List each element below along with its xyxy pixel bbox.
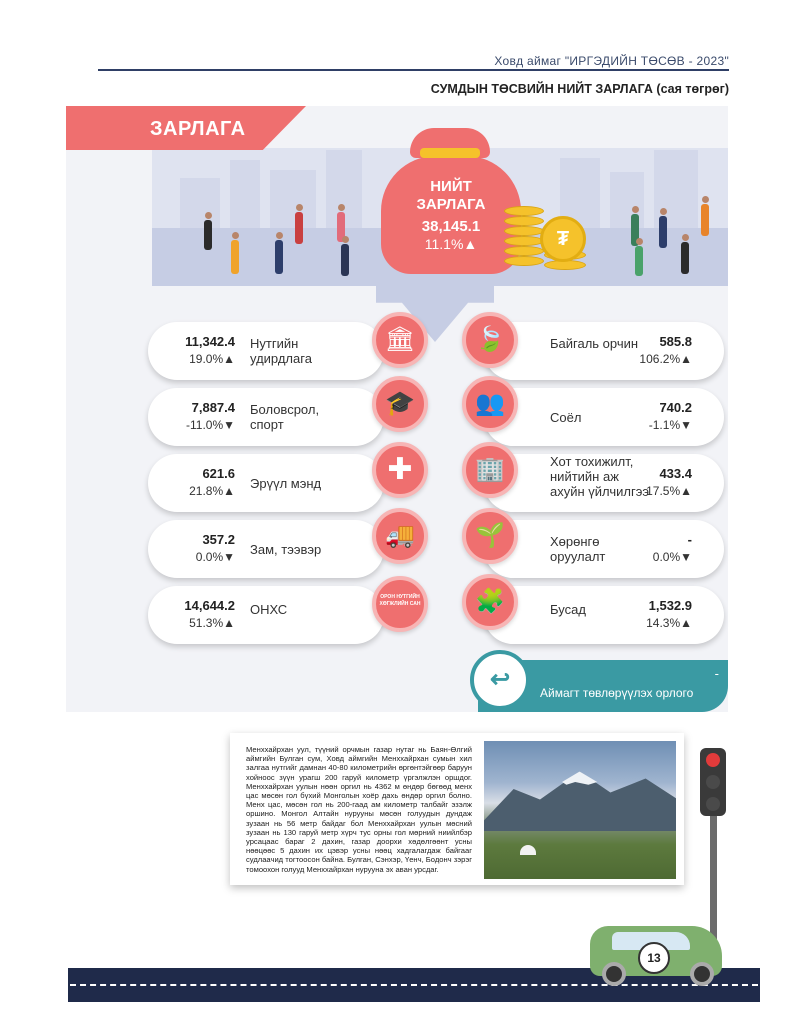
expense-label: Эрүүл мэнд (250, 476, 322, 491)
expense-label: Байгаль орчин (550, 336, 639, 351)
section-tab-label: ЗАРЛАГА (150, 118, 246, 140)
yellow-light (706, 775, 720, 789)
building-silhouette (180, 178, 220, 228)
person-icon (682, 234, 689, 241)
person-icon (276, 232, 283, 239)
money-bag-icon (381, 156, 521, 274)
person-icon (702, 196, 709, 203)
bank-building-icon: 🏛 (372, 312, 428, 368)
expense-value: 11,342.4 (185, 334, 235, 349)
person-icon (681, 242, 689, 274)
expense-label: ОНХС (250, 602, 288, 617)
expense-value: - (687, 532, 692, 547)
expense-change: 106.2%▲ (639, 352, 692, 366)
building-silhouette (230, 160, 260, 228)
expense-change: -11.0%▼ (185, 418, 235, 432)
ger-tent (520, 845, 536, 855)
person-icon (701, 204, 709, 236)
red-light (706, 753, 720, 767)
expense-change: 0.0%▼ (195, 550, 235, 564)
green-light (706, 797, 720, 811)
person-icon (660, 208, 667, 215)
person-icon (659, 216, 667, 248)
expense-card (484, 586, 724, 644)
expense-value: 357.2 (202, 532, 235, 547)
expense-change: 14.3%▲ (646, 616, 692, 630)
expense-label: Бусад (550, 602, 586, 617)
expense-card (148, 322, 384, 380)
total-label-line1: НИЙТ (430, 178, 472, 195)
expense-value: 433.4 (659, 466, 692, 481)
expense-change: 19.0%▲ (189, 352, 235, 366)
total-value: 38,145.1 (421, 218, 481, 235)
money-plant-icon: 🌱 (462, 508, 518, 564)
expense-card (484, 388, 724, 446)
total-change: 11.1%▲ (424, 236, 478, 252)
expense-value: 14,644.2 (184, 598, 235, 613)
expense-change: 21.8%▲ (189, 484, 235, 498)
car-wheel (690, 962, 714, 986)
money-bag-tie (420, 148, 480, 158)
expense-value: 7,887.4 (191, 400, 235, 415)
transfer-value: - (714, 666, 719, 681)
expense-change: 17.5%▲ (646, 484, 692, 498)
person-icon (204, 220, 212, 250)
expense-card (148, 388, 384, 446)
expense-value: 621.6 (202, 466, 235, 481)
expense-value: 740.2 (659, 400, 692, 415)
person-icon (338, 204, 345, 211)
expense-label: Боловсрол, спорт (250, 402, 320, 432)
person-icon (232, 232, 239, 239)
building-silhouette (270, 170, 316, 228)
expense-label: Зам, тээвэр (250, 542, 322, 557)
expense-label: Хөрөнгө оруулалт (550, 534, 606, 564)
coin-stack-icon (504, 226, 544, 236)
person-icon (635, 246, 643, 276)
person-icon (341, 244, 349, 276)
page-title: СУМДЫН ТӨСВИЙН НИЙТ ЗАРЛАГА (сая төгрөг) (430, 82, 729, 96)
tugrik-coin-icon: ₮ (540, 216, 586, 262)
coin-stack-icon (504, 206, 544, 216)
coin-stack-icon (504, 256, 544, 266)
puzzle-piece-icon: 🧩 (462, 574, 518, 630)
person-icon (636, 238, 643, 245)
info-note-text: Менххайрхан уул, түүний орчмын газар нутаг нь Баян-Өлгий аймгийн Булган сум, Ховд аймгийн Менххайрхан сумын хил залгаа нутгийг дамнан 40-80 километрийн өргөнтэйгөөр баруун хойноос зүүн урагш 200 гаруй километр үргэлжлэн оршдог. Менххайрхан уулын нөөн оргил нь 4362 м өндөр бөгөөд менх цас мөсөн гол бүхий Монголын хоёр дахь өндөр оргил болно. Менх цас, мөсөн гол нь 200-гаад ам километр талбайг эзэлж оршино. Монгол Алтайн нурууны мөсөн голуудын дундаж зузаан нь 56 метр байдаг бол Менххайрхан уулын мөсний зузаан нь 130 гаруй метр хүрч тус орны гол мөрний ниийлбэр урсацаас бараг 2 дахин, газар доорхи хөдөлгөөнт усны нөөцөөс 5 дахин их цэвэр усны нөөц хадгалагдаж байгааг судлаачид тогтоосон байна. Булган, Сэнхэр, Үенч, Бодонч зэрэг томоохон голууд Менххайрхан нурууна эх аван урсдаг. (246, 745, 472, 874)
expense-card (484, 520, 724, 578)
expense-card (484, 322, 724, 380)
return-arrow-icon: ↩ (470, 650, 530, 710)
coin-stack-icon (504, 246, 544, 256)
city-buildings-icon: 🏢 (462, 442, 518, 498)
expense-change: -1.1%▼ (648, 418, 692, 432)
document-header: Ховд аймаг "ИРГЭДИЙН ТӨСӨВ - 2023" (494, 54, 729, 68)
expense-label: Соёл (550, 410, 582, 425)
person-icon (231, 240, 239, 274)
expense-card (148, 454, 384, 512)
expense-card (148, 586, 384, 644)
person-icon (296, 204, 303, 211)
transfer-label: Аймагт төвлөрүүлэх орлого (540, 686, 694, 700)
header-divider (98, 69, 729, 71)
total-label-line2: ЗАРЛАГА (416, 196, 486, 213)
people-circle-icon: 👥 (462, 376, 518, 432)
page-number: 13 (638, 942, 670, 974)
medical-cross-icon: ✚ (372, 442, 428, 498)
person-icon (295, 212, 303, 244)
expense-label: Хот тохижилт, нийтийн аж ахуйн үйлчилгээ (550, 454, 649, 499)
expense-value: 1,532.9 (648, 598, 692, 613)
expense-value: 585.8 (659, 334, 692, 349)
road-dashes (70, 984, 758, 986)
graduation-cap-icon: 🎓 (372, 376, 428, 432)
local-fund-logo-icon: ОРОН НУТГИЙН ХӨГЖЛИЙН САН (372, 576, 428, 632)
truck-icon: 🚚 (372, 508, 428, 564)
leaves-icon: 🍃 (462, 312, 518, 368)
person-icon (342, 236, 349, 243)
expense-card (148, 520, 384, 578)
mountain-photo (484, 741, 676, 879)
expense-change: 51.3%▲ (189, 616, 235, 630)
person-icon (205, 212, 212, 219)
expense-change: 0.0%▼ (652, 550, 692, 564)
coin-stack-icon (504, 216, 544, 226)
coin-stack-icon (504, 236, 544, 246)
expense-card (484, 454, 724, 512)
car-wheel (602, 962, 626, 986)
person-icon (632, 206, 639, 213)
mountain-shape (484, 761, 676, 831)
person-icon (275, 240, 283, 274)
expense-label: Нутгийн удирдлага (250, 336, 312, 366)
